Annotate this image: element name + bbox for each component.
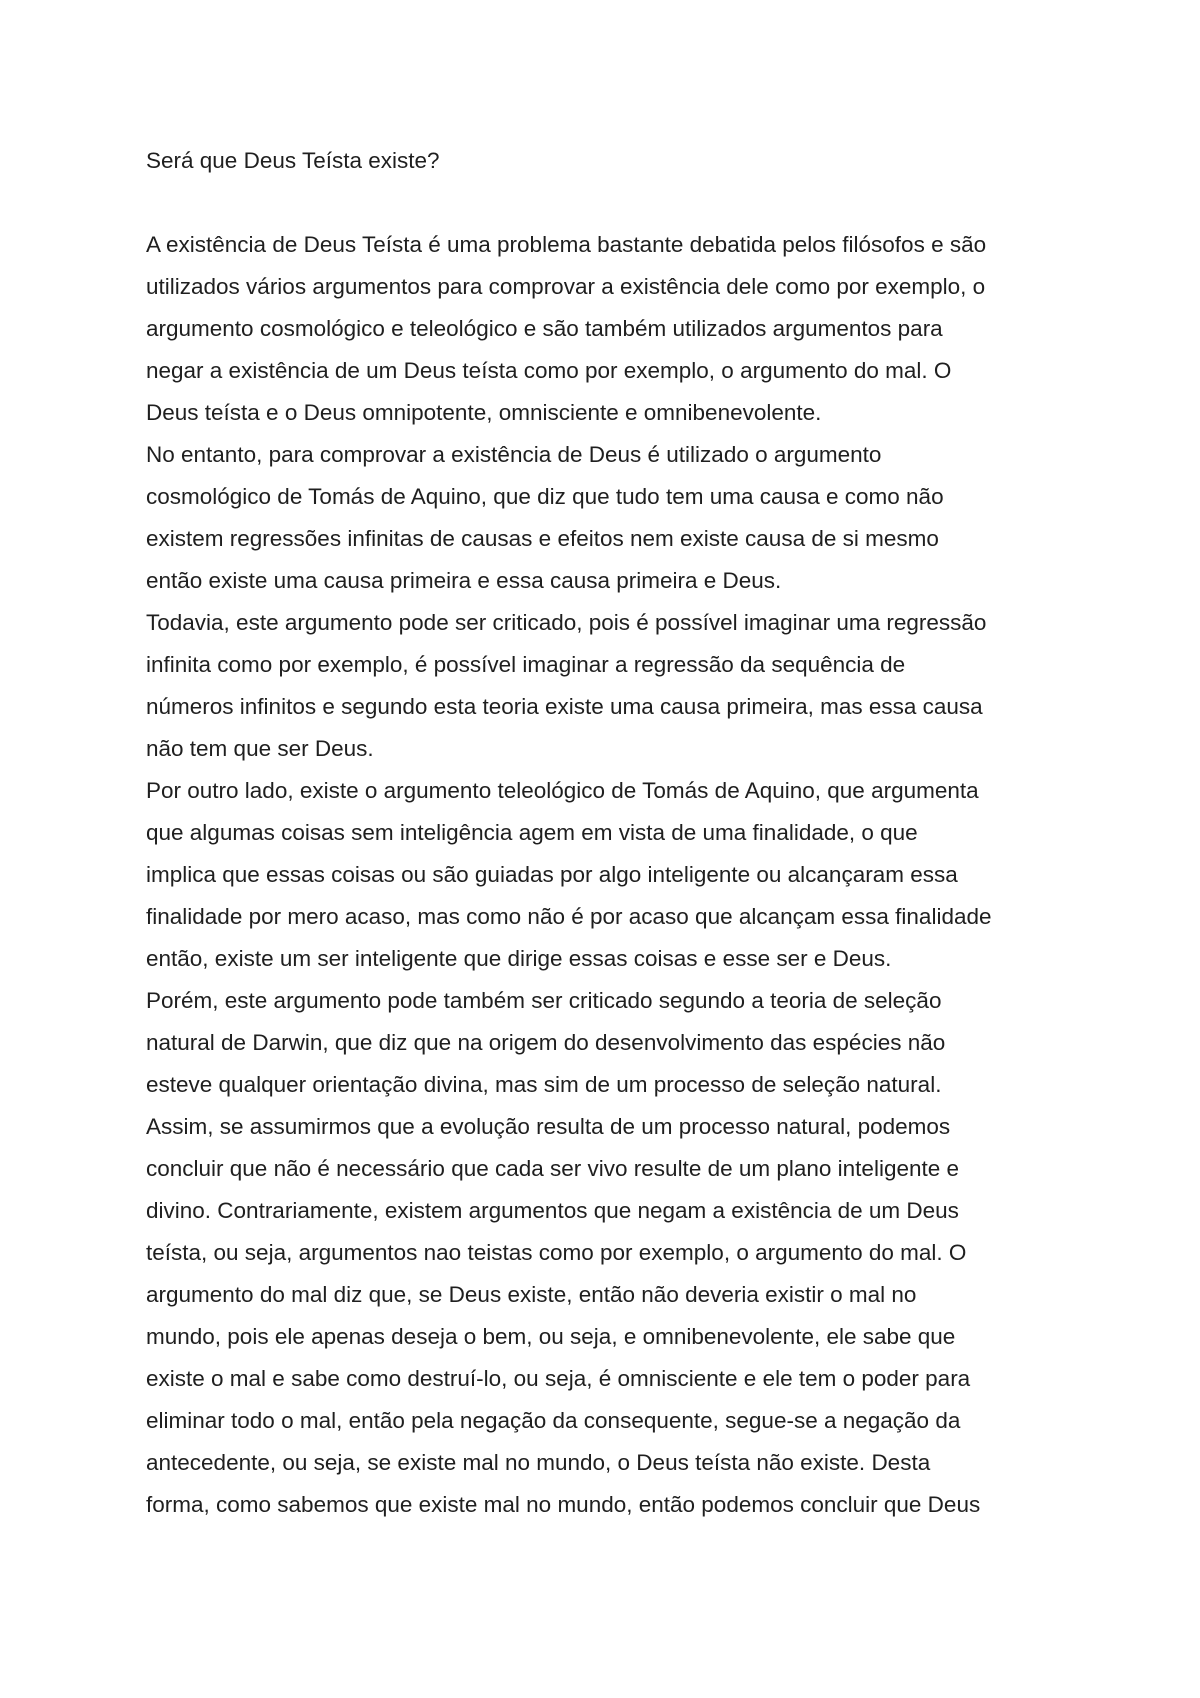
text-line: A existência de Deus Teísta é uma problema bastante debatida pelos filósofos e são: [146, 232, 987, 257]
text-line: antecedente, ou seja, se existe mal no mundo, o Deus teísta não existe. Desta: [146, 1450, 931, 1475]
text-line: argumento do mal diz que, se Deus existe, então não deveria existir o mal no: [146, 1282, 917, 1307]
text-line: teísta, ou seja, argumentos nao teistas como por exemplo, o argumento do mal. O: [146, 1240, 967, 1265]
document-body: [146, 140, 1086, 1526]
text-line: eliminar todo o mal, então pela negação da consequente, segue-se a negação da: [146, 1408, 961, 1433]
blank-line: [146, 182, 1086, 224]
text-line: forma, como sabemos que existe mal no mundo, então podemos concluir que Deus: [146, 1492, 981, 1517]
text-line: implica que essas coisas ou são guiadas por algo inteligente ou alcançaram essa: [146, 862, 958, 887]
text-line: esteve qualquer orientação divina, mas sim de um processo de seleção natural.: [146, 1072, 942, 1097]
text-line: então, existe um ser inteligente que dirige essas coisas e esse ser e Deus.: [146, 946, 892, 971]
text-line: No entanto, para comprovar a existência de Deus é utilizado o argumento: [146, 442, 882, 467]
text-line: não tem que ser Deus.: [146, 736, 374, 761]
text-line: Deus teísta e o Deus omnipotente, omnisciente e omnibenevolente.: [146, 400, 822, 425]
text-line: cosmológico de Tomás de Aquino, que diz que tudo tem uma causa e como não: [146, 484, 944, 509]
document-text: [146, 224, 1086, 1526]
text-line: concluir que não é necessário que cada ser vivo resulte de um plano inteligente e: [146, 1156, 960, 1181]
text-line: Todavia, este argumento pode ser criticado, pois é possível imaginar uma regressão: [146, 610, 987, 635]
text-line: Por outro lado, existe o argumento teleológico de Tomás de Aquino, que argumenta: [146, 778, 979, 803]
text-line: negar a existência de um Deus teísta como por exemplo, o argumento do mal. O: [146, 358, 952, 383]
text-line: existe o mal e sabe como destruí-lo, ou seja, é omnisciente e ele tem o poder para: [146, 1366, 971, 1391]
text-line: mundo, pois ele apenas deseja o bem, ou seja, e omnibenevolente, ele sabe que: [146, 1324, 956, 1349]
text-line: divino. Contrariamente, existem argumentos que negam a existência de um Deus: [146, 1198, 959, 1223]
text-line: então existe uma causa primeira e essa causa primeira e Deus.: [146, 568, 782, 593]
text-line: natural de Darwin, que diz que na origem do desenvolvimento das espécies não: [146, 1030, 946, 1055]
text-line: argumento cosmológico e teleológico e são também utilizados argumentos para: [146, 316, 943, 341]
text-line: existem regressões infinitas de causas e efeitos nem existe causa de si mesmo: [146, 526, 939, 551]
text-line: que algumas coisas sem inteligência agem em vista de uma finalidade, o que: [146, 820, 918, 845]
text-line: Assim, se assumirmos que a evolução resulta de um processo natural, podemos: [146, 1114, 951, 1139]
text-line: utilizados vários argumentos para comprovar a existência dele como por exemplo, o: [146, 274, 986, 299]
text-line: finalidade por mero acaso, mas como não é por acaso que alcançam essa finalidade: [146, 904, 992, 929]
document-title: Será que Deus Teísta existe?: [146, 148, 440, 173]
text-line: Porém, este argumento pode também ser criticado segundo a teoria de seleção: [146, 988, 942, 1013]
text-line: infinita como por exemplo, é possível imaginar a regressão da sequência de: [146, 652, 906, 677]
text-line: números infinitos e segundo esta teoria existe uma causa primeira, mas essa causa: [146, 694, 983, 719]
